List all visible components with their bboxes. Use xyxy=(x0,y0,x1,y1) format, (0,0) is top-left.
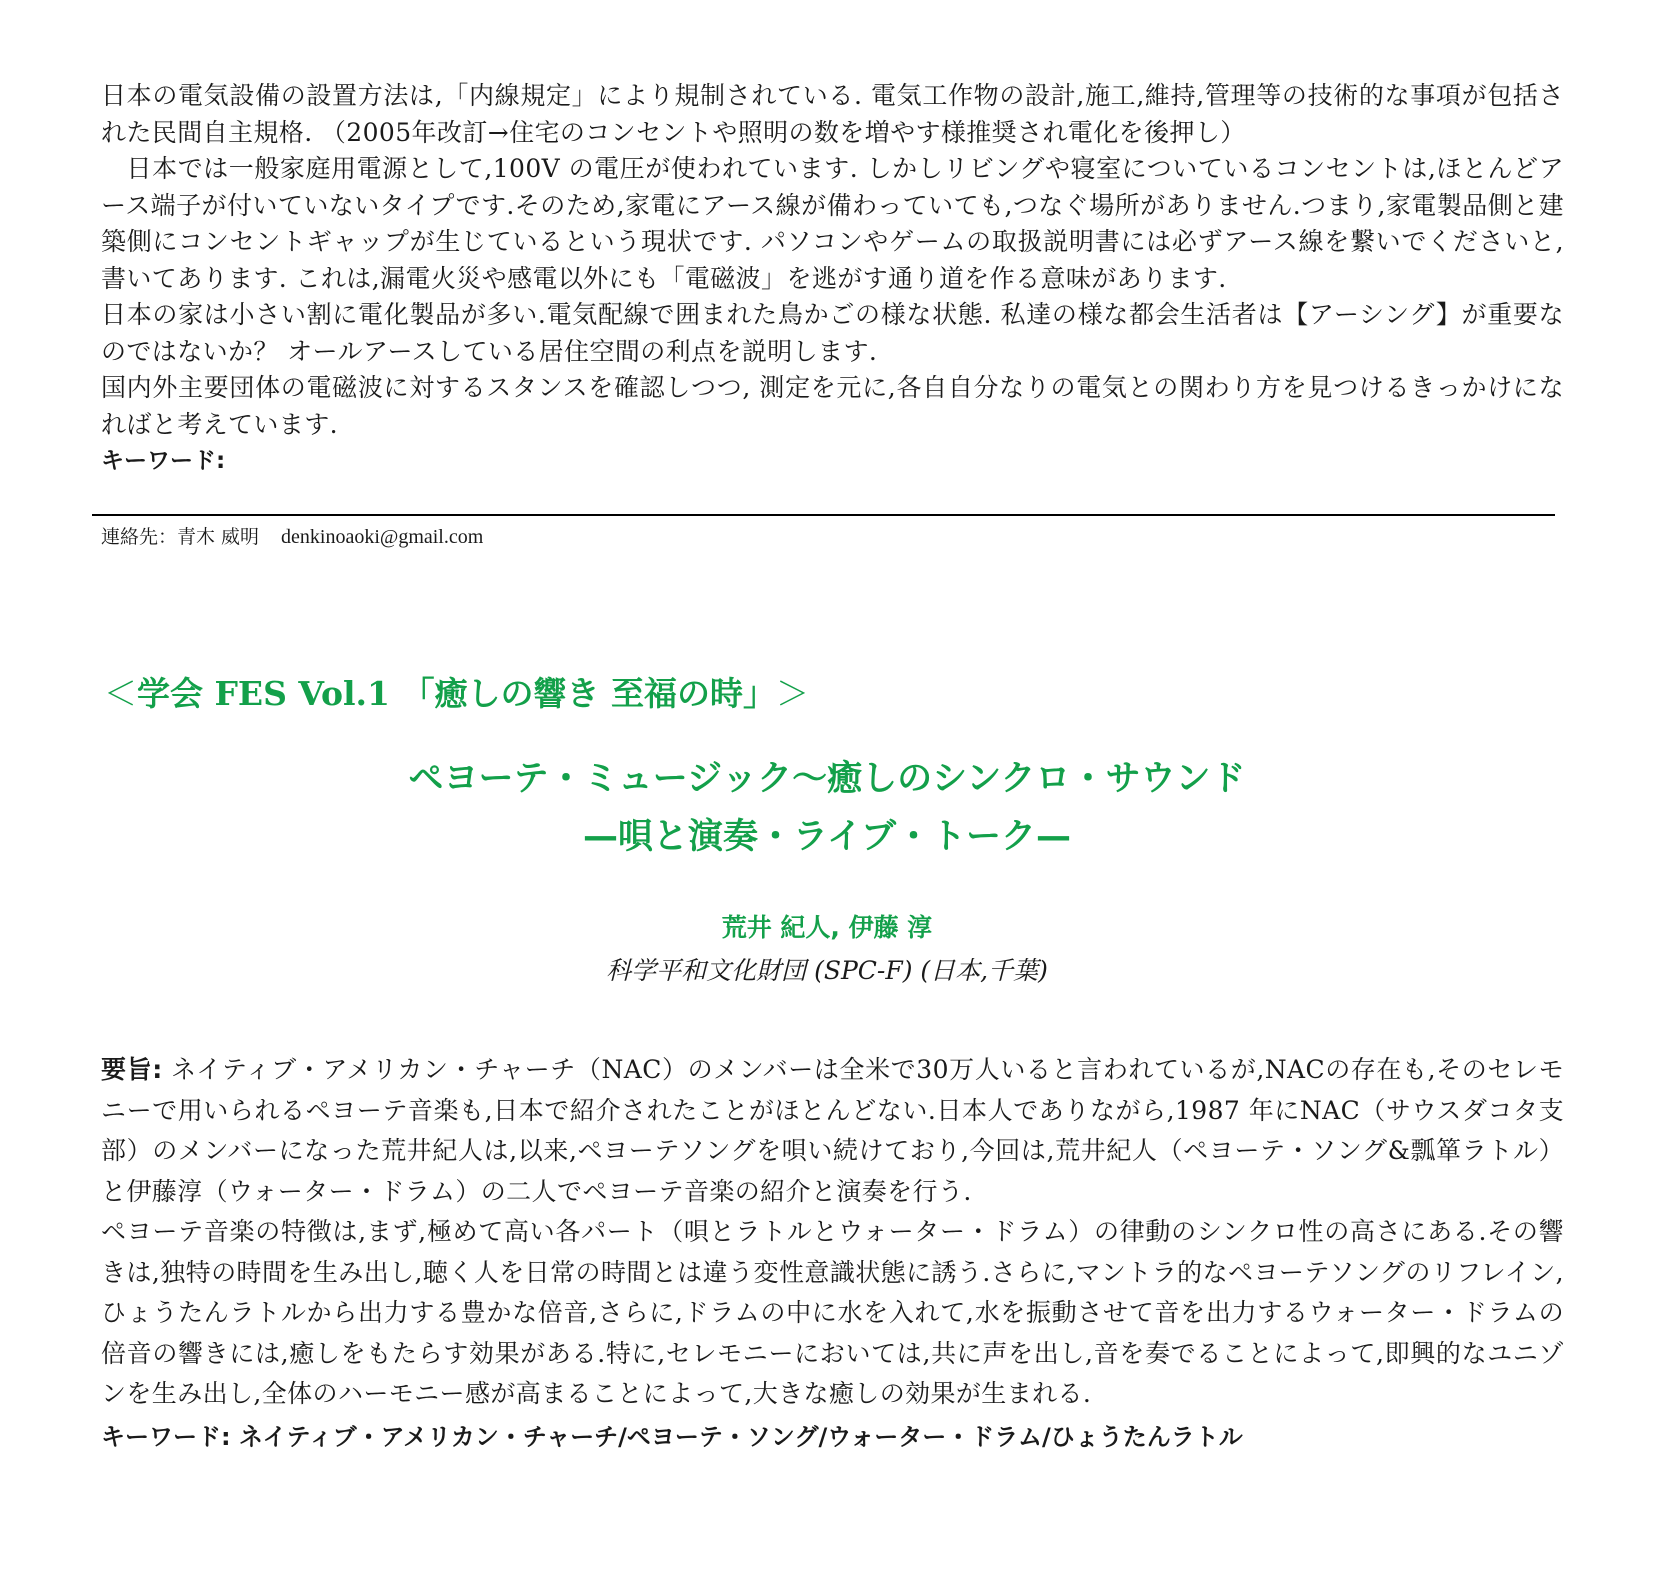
paragraph-2: 日本では一般家庭用電源として,100V の電圧が使われています. しかしリビングや寝室についているコンセントは,ほとんどアース端子が付いていないタイプです.そのため,家電にアース線が備わっていても,つなぐ場所がありません.つまり,家電製品側と建築側にコンセントギャップが生じているという現状です. パソコンやゲームの取扱説明書には必ずアース線を繋いでくださいと,書いてあります. これは,漏電火災や感電以外にも「電磁波」を逃がす通り道を作る意味があります. xyxy=(101,154,1564,293)
fes-open-bracket: ＜ xyxy=(104,674,137,713)
keywords-label-1: キーワード: xyxy=(101,448,226,474)
abstract-paragraph-2: ペヨーテ音楽の特徴は,まず,極めて高い各パート（唄とラトルとウォーター・ドラム）の律動のシンクロ性の高さにある.その響きは,独特の時間を生み出し,聴く人を日常の時間とは違う変性意識状態に誘う.さらに,マントラ的なペヨーテソングのリフレイン,ひょうたんラトルから出力する豊かな倍音,さらに,ドラムの中に水を入れて,水を振動させて音を出力するウォーター・ドラムの倍音の響きには,癒しをもたらす効果がある.特に,セレモニーにおいては,共に声を出し,音を奏でることによって,即興的なユニゾンを生み出し,全体のハーモニー感が高まることによって,大きな癒しの効果が生まれる. xyxy=(101,1217,1564,1408)
fes-heading xyxy=(104,672,809,716)
paper-title xyxy=(0,750,1654,866)
contact-label: 連絡先：青木 xyxy=(101,526,216,548)
keywords-list: ネイティブ・アメリカン・チャーチ/ペヨーテ・ソング/ウォーター・ドラム/ひょうたんラトル xyxy=(230,1422,1243,1451)
fes-heading-text: 学会 FES Vol.1 「癒しの響き 至福の時」 xyxy=(137,674,776,713)
divider-line xyxy=(92,514,1555,516)
abstract-section-2 xyxy=(101,1050,1564,1457)
abstract-label: 要旨: xyxy=(101,1055,163,1084)
authors: 荒井 紀人, 伊藤 淳 xyxy=(721,913,933,942)
abstract-text-1: ネイティブ・アメリカン・チャーチ（NAC）のメンバーは全米で30万人いると言われているが,NACの存在も,そのセレモニーで用いられるペヨーテ音楽も,日本で紹介されたことがほとんどない.日本人でありながら,1987 年にNAC（サウスダコタ支部）のメンバーになった荒井紀人は,以来,ペヨーテソングを唄い続けており,今回は,荒井紀人（ペヨーテ・ソング&瓢箪ラトル）と伊藤淳（ウォーター・ドラム）の二人でペヨーテ音楽の紹介と演奏を行う. xyxy=(101,1055,1565,1206)
keywords-line-2 xyxy=(101,1417,1564,1457)
title-line-1: ペヨーテ・ミュージック～癒しのシンクロ・サウンド xyxy=(408,759,1246,799)
contact-name: 威明 xyxy=(221,526,260,548)
contact-email: denkinoaoki@gmail.com xyxy=(281,526,484,548)
affiliation: 科学平和文化財団 (SPC-F) (日本,千葉) xyxy=(606,956,1048,985)
fes-close-bracket: ＞ xyxy=(775,674,809,713)
title-line-2: —唄と演奏・ライブ・トーク— xyxy=(583,817,1071,857)
paragraph-1: 日本の電気設備の設置方法は,「内線規定」により規制されている. 電気工作物の設計,施工,維持,管理等の技術的な事項が包括された民間自主規格. （2005年改訂→住宅のコンセントや照明の数を増やす様推奨され電化を後押し） xyxy=(101,81,1564,147)
paragraph-3: 日本の家は小さい割に電化製品が多い.電気配線で囲まれた鳥かごの様な状態. 私達の様な都会生活者は【アーシング】が重要なのではないか？ オールアースしている居住空間の利点を説明します. xyxy=(101,300,1564,366)
contact-line xyxy=(101,524,483,550)
abstract-paragraph-1 xyxy=(101,1050,1564,1212)
abstract-section-1 xyxy=(101,78,1564,476)
keywords-label-2: キーワード: xyxy=(101,1422,231,1451)
paragraph-4: 国内外主要団体の電磁波に対するスタンスを確認しつつ, 測定を元に,各自自分なりの電気との関わり方を見つけるきっかけになればと考えています. xyxy=(101,373,1564,439)
